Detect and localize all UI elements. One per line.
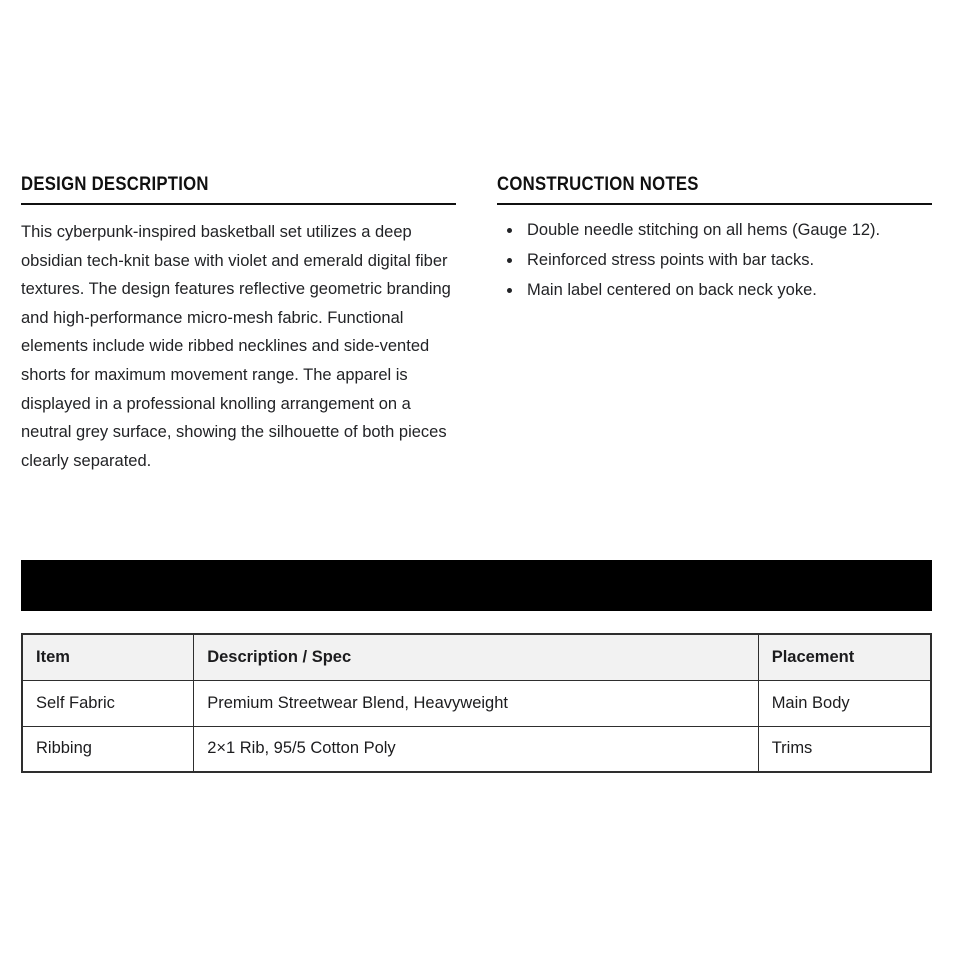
table-cell-description: 2×1 Rib, 95/5 Cotton Poly [194,726,759,772]
construction-notes-heading [497,174,932,205]
top-columns [21,174,932,475]
construction-note-item: • Reinforced stress points with bar tacks. [523,249,932,271]
section-divider-band [21,560,932,611]
construction-note-item: • Main label centered on back neck yoke. [523,279,932,301]
table-row [22,680,931,726]
table-cell-item: Self Fabric [22,680,194,726]
construction-note-item: • Double needle stitching on all hems (Gauge 12). [523,219,932,241]
construction-notes-list [497,219,932,301]
design-description-body: This cyberpunk-inspired basketball set utilizes a deep obsidian tech-knit base with violet and emerald digital fiber textures. The design features reflective geometric branding and high-performance micro-mesh fabric. Functional elements include wide ribbed necklines and side-vented shorts for maximum movement range. The apparel is displayed in a professional knolling arrangement on a neutral grey surface, showing the silhouette of both pieces clearly separated. [21,223,451,470]
design-description-heading-text: DESIGN DESCRIPTION [21,174,209,195]
table-cell-item: Ribbing [22,726,194,772]
table-header-item: Item [22,634,194,680]
table-cell-placement: Trims [758,726,931,772]
table-cell-placement: Main Body [758,680,931,726]
design-description-heading [21,174,456,205]
construction-notes-heading-text: CONSTRUCTION NOTES [497,174,699,195]
table-header-description: Description / Spec [194,634,759,680]
materials-table [21,633,932,773]
construction-notes-section [497,174,932,475]
design-description-section [21,174,456,475]
table-header-row [22,634,931,680]
table-header-placement: Placement [758,634,931,680]
table-row [22,726,931,772]
table-cell-description: Premium Streetwear Blend, Heavyweight [194,680,759,726]
